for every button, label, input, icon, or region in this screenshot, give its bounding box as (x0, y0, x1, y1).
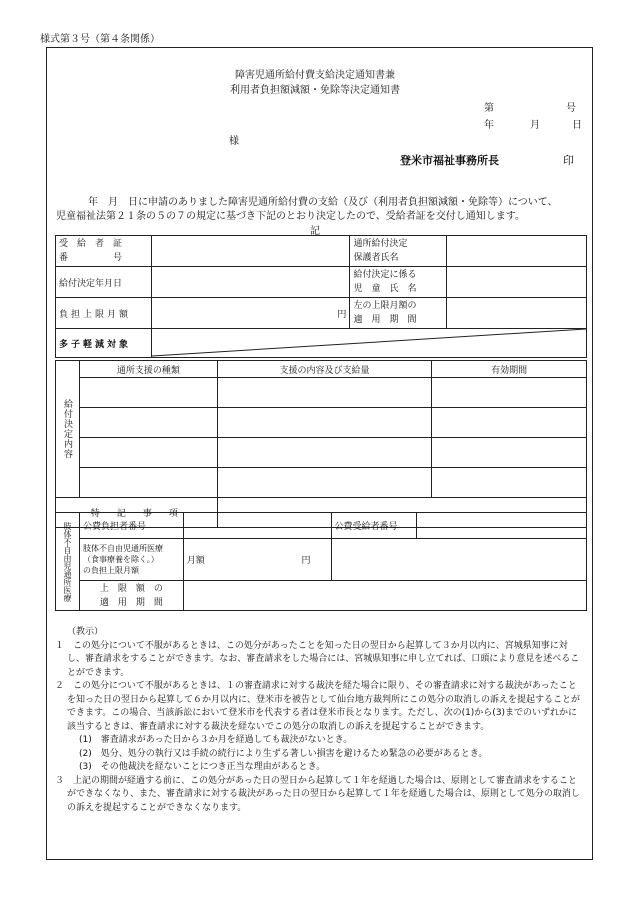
decision-date-value[interactable] (152, 267, 350, 298)
decision-date-label: 給付決定年月日 (56, 267, 152, 298)
guardian-value[interactable] (446, 236, 586, 267)
note-2-1: (1) 審査請求があった日から３か月を経過しても裁決がないとき。 (79, 735, 353, 745)
recipient-no-label: 公費受給者番号 (331, 513, 417, 539)
col-type-header: 通所支援の種類 (79, 361, 217, 378)
note-2-3: (3) その他裁決を経ないことにつき正当な理由があるとき。 (79, 762, 326, 772)
issuer-name: 登米市福祉事務所長 (400, 154, 499, 167)
decision-contents-table (55, 360, 587, 528)
instruction-notes (55, 626, 580, 815)
medical-limit-label: 肢体不自由児通所医療 （食事療養を除く。） の負担上限月額 (79, 539, 183, 581)
number-go: 号 (566, 103, 576, 114)
date-day: 日 (572, 120, 582, 131)
recipient-no-cells[interactable] (417, 513, 587, 539)
medical-table (55, 512, 587, 611)
col-amount-header: 支援の内容及び支給量 (217, 361, 432, 378)
intro-line1: 年 月 日に申請のありました障害児通所給付費の支給（及び（利用者負担額減額・免除等）について、 (88, 197, 558, 208)
cert-no-cells[interactable] (152, 236, 350, 267)
limit-yen: 円 (337, 309, 347, 320)
seal-mark: 印 (563, 154, 574, 167)
note-1: １ この処分について不服があるときは、この処分があったことを知った日の翌日から起算して３か月以内に、宮城県知事に対し、審査請求をすることができます。なお、審査請求をした場合には、宮城県知事に申し立てれば、口頭により意見を述べることができます。 (55, 640, 580, 678)
note-2-2: (2) 処分、処分の執行又は手続の続行により生ずる著しい損害を避けるため緊急の必要があるとき。 (79, 748, 488, 759)
apply-period-value[interactable] (446, 298, 586, 329)
decision-table (55, 235, 587, 358)
child-label: 給付決定に係る 児 童 氏 名 (350, 267, 446, 298)
table-row[interactable] (79, 408, 217, 438)
diagonal-line (152, 329, 586, 357)
form-number-label: 様式第３号（第４条関係） (40, 34, 160, 45)
addressee-suffix: 様 (229, 136, 239, 147)
monthly-label: 月額 (186, 556, 205, 566)
note-2: ２ この処分について不服があるときは、１の審査請求に対する裁決を経た場合に限り、その審査請求に対する裁決があったことを知った日の翌日から起算して６か月以内に、登米市を被告として仙台地方裁判所にこの処分の取消しの訴えを提起することができます。この場合、当該訴訟において登米市を代表する者は登米市長となります。ただし、次の(1)から(3)までのいずれかに該当するときは、審査請求に対する裁決を経ないでこの処分の取消しの訴えを提起することができます。 (55, 681, 581, 732)
contents-side-label: 給付決定内容 (61, 399, 72, 459)
date-month: 月 (530, 120, 540, 131)
document-title-line1: 障害児通所給付費支給決定通知書兼 (235, 70, 395, 81)
limit-period-label: 上 限 額 の 適 用 期 間 (79, 581, 183, 611)
guardian-label: 通所給付決定 保護者氏名 (350, 236, 446, 267)
table-row[interactable] (79, 378, 217, 408)
limit-label: 負担上限月額 (56, 298, 152, 329)
note-3: ３ 上記の期間が経過する前に、この処分があった日の翌日から起算して１年を経過した場合は、原則として審査請求をすることができなくなり、また、審査請求に対する裁決があった日の翌日から起算して１年を経過した場合は、原則として処分の取消しの訴えを提起することができなくなります。 (55, 775, 580, 813)
medical-limit-extra (331, 539, 587, 581)
medical-side-label-cell (56, 513, 80, 611)
document-title-line2: 利用者負担額減額・免除等決定通知書 (230, 85, 400, 96)
intro-line2: 児童福祉法第２１条の５の７の規定に基づき下記のとおり決定したので、受給者証を交付し通知します。 (56, 211, 525, 222)
special-notes-label: 特 記 事 項 (56, 498, 218, 528)
number-dai: 第 (484, 103, 494, 114)
multi-child-value[interactable] (152, 329, 587, 358)
medical-yen: 円 (301, 556, 311, 566)
table-row[interactable] (79, 438, 217, 468)
limit-period-value[interactable] (183, 581, 586, 611)
child-value[interactable] (446, 267, 586, 298)
cert-no-label: 受 給 者 証 番 号 (56, 236, 152, 267)
medical-limit-value[interactable] (183, 539, 331, 581)
apply-period-label: 左の上限月額の 適 用 期 間 (350, 298, 446, 329)
date-year: 年 (484, 120, 494, 131)
payer-no-cells[interactable] (183, 513, 331, 539)
multi-child-label: 多子軽減対象 (56, 329, 152, 358)
col-valid-header: 有効期間 (432, 361, 587, 378)
table-row[interactable] (79, 468, 217, 498)
payer-no-label: 公費負担者番号 (79, 513, 183, 539)
medical-side-label: 肢体不自由児通所医療 (62, 521, 72, 602)
notes-heading: （教示） (67, 627, 104, 637)
limit-value[interactable] (152, 298, 350, 329)
contents-side-label-cell (56, 361, 80, 498)
ki-label: 記 (310, 226, 320, 237)
